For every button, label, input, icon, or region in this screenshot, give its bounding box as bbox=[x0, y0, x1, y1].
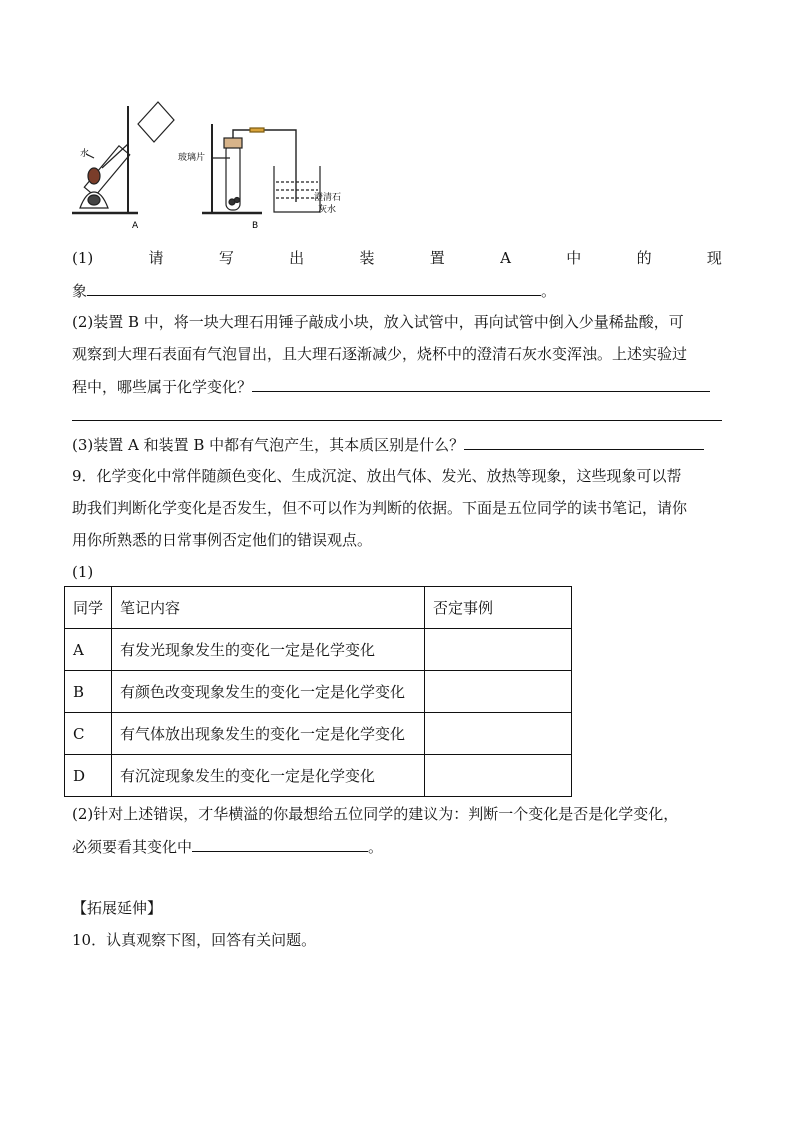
table-row: C 有气体放出现象发生的变化一定是化学变化 bbox=[65, 713, 572, 755]
answer-blank[interactable] bbox=[192, 834, 368, 852]
answer-cell[interactable] bbox=[425, 629, 572, 671]
q9-line2: 助我们判断化学变化是否发生，但不可以作为判断的依据。下面是五位同学的读书笔记，请你 bbox=[72, 499, 688, 517]
section-heading-extension: 【拓展延伸】 bbox=[72, 899, 163, 917]
answer-cell[interactable] bbox=[425, 755, 572, 797]
label-b: B bbox=[252, 221, 259, 231]
table-row: D 有沉淀现象发生的变化一定是化学变化 bbox=[65, 755, 572, 797]
table-row: A 有发光现象发生的变化一定是化学变化 bbox=[65, 629, 572, 671]
label-a: A bbox=[132, 221, 139, 231]
table-header-row bbox=[65, 587, 572, 629]
q9-sub1: (1) bbox=[72, 563, 94, 581]
header-cell: 否定事例 bbox=[425, 587, 572, 629]
q8-p1-char: 出 bbox=[289, 249, 305, 267]
answer-blank[interactable] bbox=[87, 278, 541, 296]
q8-part2-line1: (2)装置 B 中，将一块大理石用锤子敲成小块，放入试管中，再向试管中倒入少量稀盐酸，可 bbox=[72, 313, 684, 331]
header-cell: 笔记内容 bbox=[112, 587, 425, 629]
q9-part2-line1: (2)针对上述错误，才华横溢的你最想给五位同学的建议为：判断一个变化是否是化学变化， bbox=[72, 805, 679, 823]
label-limewater-1: 澄清石 bbox=[314, 193, 342, 203]
q8-part2-line3: 程中，哪些属于化学变化？ bbox=[72, 374, 722, 398]
q8-p1-char: A bbox=[500, 249, 511, 267]
q8-p1-char: 装 bbox=[359, 249, 375, 267]
answer-blank[interactable] bbox=[252, 374, 710, 392]
q8-p1-char: 写 bbox=[218, 249, 234, 267]
q10: 10．认真观察下图，回答有关问题。 bbox=[72, 931, 317, 949]
q9-line3: 用你所熟悉的日常事例否定他们的错误观点。 bbox=[72, 531, 373, 549]
q8-part1-line1 bbox=[72, 246, 722, 270]
header-cell: 同学 bbox=[65, 587, 112, 629]
q8-p1-char: (1) bbox=[72, 249, 94, 267]
label-glass: 玻璃片 bbox=[178, 153, 206, 163]
q9-line1: 9．化学变化中常伴随颜色变化、生成沉淀、放出气体、发光、放热等现象，这些现象可以帮 bbox=[72, 467, 682, 485]
apparatus-b bbox=[202, 124, 320, 213]
q8-p1-char: 现 bbox=[706, 249, 722, 267]
answer-blank-full[interactable] bbox=[72, 420, 722, 421]
label-limewater-2: 灰水 bbox=[318, 205, 337, 215]
q8-p1-char: 的 bbox=[636, 249, 652, 267]
reading-notes-table bbox=[64, 586, 572, 797]
answer-cell[interactable] bbox=[425, 671, 572, 713]
q8-part3: (3)装置 A 和装置 B 中都有气泡产生，其本质区别是什么？ bbox=[72, 432, 722, 456]
q8-p1-char: 置 bbox=[429, 249, 445, 267]
label-water: 水 bbox=[80, 149, 90, 159]
answer-blank[interactable] bbox=[464, 432, 704, 450]
q8-p1-char: 中 bbox=[566, 249, 582, 267]
q8-p1-char: 请 bbox=[148, 249, 164, 267]
apparatus-figure bbox=[66, 96, 396, 236]
q8-part1-line2: 象 。 bbox=[72, 278, 722, 302]
answer-cell[interactable] bbox=[425, 713, 572, 755]
table-row: B 有颜色改变现象发生的变化一定是化学变化 bbox=[65, 671, 572, 713]
q8-part2-line2: 观察到大理石表面有气泡冒出，且大理石逐渐减少，烧杯中的澄清石灰水变浑浊。上述实验过 bbox=[72, 345, 688, 363]
q9-part2-line2: 必须要看其变化中 。 bbox=[72, 834, 722, 858]
